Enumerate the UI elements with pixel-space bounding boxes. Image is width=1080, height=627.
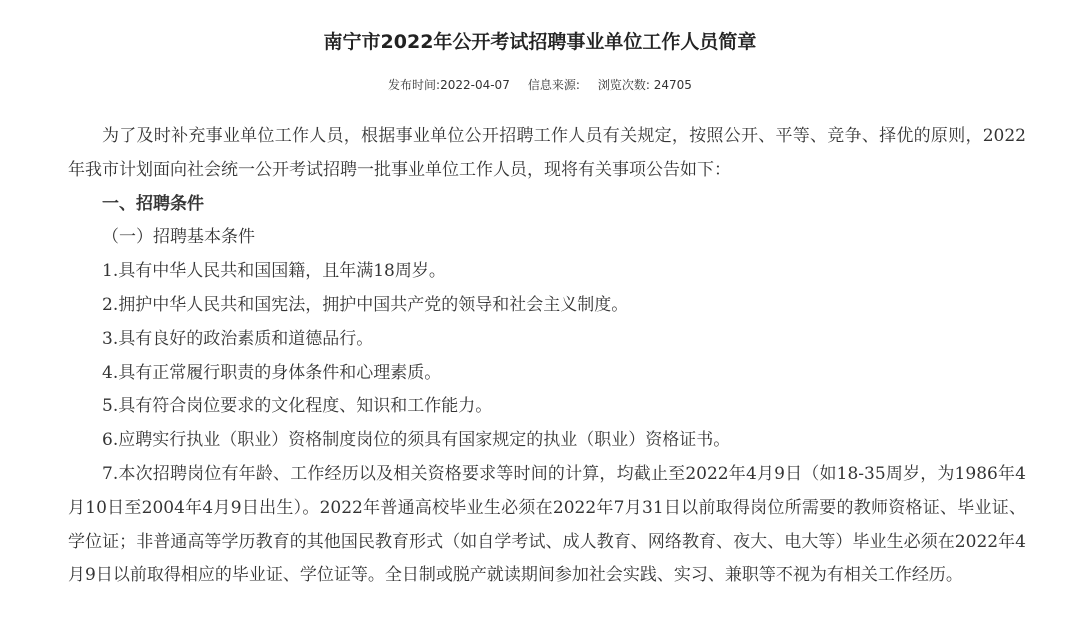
- list-item: 5.具有符合岗位要求的文化程度、知识和工作能力。: [102, 396, 493, 417]
- list-item: 7.本次招聘岗位有年龄、工作经历以及相关资格要求等时间的计算，均截止至2022年4月9日（如18-35周岁，为1986年4月10日至2004年4月9日出生）。2022年普通高校毕业生必须在2022年7月31日以前取得岗位所需要的教师资格证、毕业证、学位证；非普通高等学历教育的其他国民教育形式（如自学考试、成人教育、网络教育、夜大、电大等）毕业生必须在2022年4月9日以前取得相应的毕业证、学位证等。全日制或脱产就读期间参加社会实践、实习、兼职等不视为有相关工作经历。: [68, 463, 1026, 586]
- list-item: 1.具有中华人民共和国国籍，且年满18周岁。: [102, 261, 446, 282]
- article-body: [68, 120, 1026, 593]
- info-source: 信息来源:: [527, 78, 580, 92]
- subsection-heading: （一）招聘基本条件: [102, 227, 255, 248]
- view-count: 浏览次数: 24705: [597, 78, 692, 92]
- list-item: 4.具有正常履行职责的身体条件和心理素质。: [102, 362, 442, 383]
- article-meta: [0, 76, 1080, 94]
- publish-time: 发布时间:2022-04-07: [388, 78, 510, 92]
- section-heading: 一、招聘条件: [102, 193, 204, 214]
- list-item: 6.应聘实行执业（职业）资格制度岗位的须具有国家规定的执业（职业）资格证书。: [102, 430, 731, 451]
- list-item: 2.拥护中华人民共和国宪法，拥护中国共产党的领导和社会主义制度。: [102, 294, 629, 315]
- intro-paragraph: 为了及时补充事业单位工作人员，根据事业单位公开招聘工作人员有关规定，按照公开、平等、竞争、择优的原则，2022年我市计划面向社会统一公开考试招聘一批事业单位工作人员，现将有关事项公告如下：: [68, 126, 1026, 180]
- page-title: 南宁市2022年公开考试招聘事业单位工作人员简章: [323, 31, 757, 53]
- list-item: 3.具有良好的政治素质和道德品行。: [102, 328, 374, 349]
